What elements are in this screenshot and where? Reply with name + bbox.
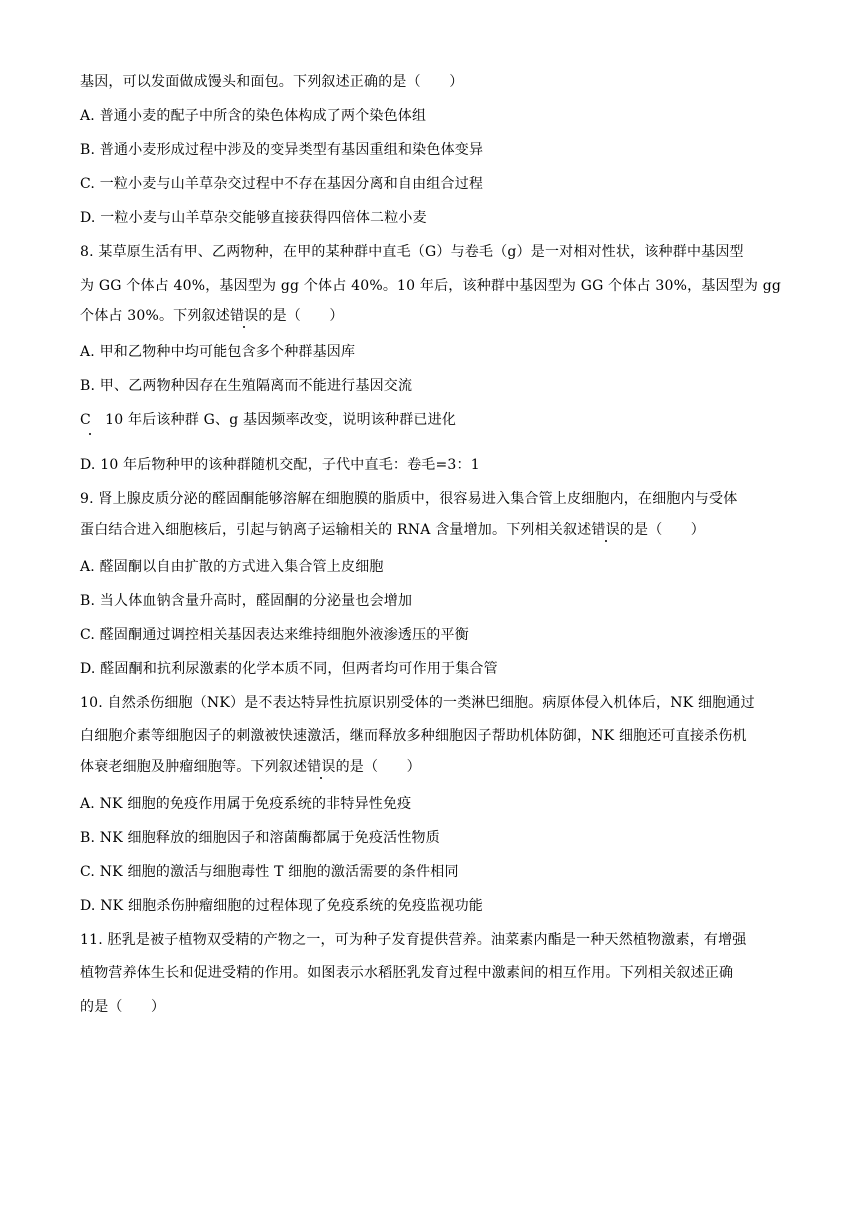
q9-option-a: A. 醛固酮以自由扩散的方式进入集合管上皮细胞 bbox=[80, 559, 384, 575]
q9-option-b: B. 当人体血钠含量升高时，醛固酮的分泌量也会增加 bbox=[80, 593, 413, 609]
q10-option-a: A. NK 细胞的免疫作用属于免疫系统的非特异性免疫 bbox=[80, 796, 412, 812]
q10-emphasis-wrong: 错误 bbox=[307, 759, 336, 775]
q9-stem-end: 的是（ ） bbox=[619, 522, 706, 538]
q7-stem-tail: 基因，可以发面做成馒头和面包。下列叙述正确的是（ ） bbox=[80, 74, 464, 90]
q7-option-a: A. 普通小麦的配子中所含的染色体构成了两个染色体组 bbox=[80, 108, 427, 124]
q10-stem-end: 的是（ ） bbox=[335, 759, 421, 775]
q8-emphasis-wrong: 错误 bbox=[229, 308, 259, 324]
q10-option-c: C. NK 细胞的激活与细胞毒性 T 细胞的激活需要的条件相同 bbox=[80, 864, 459, 880]
q11-stem-line-1: 11. 胚乳是被子植物双受精的产物之一，可为种子发育提供营养。油菜素内酯是一种天然植物激素，有增强 bbox=[80, 932, 747, 948]
q10-stem-line-3 bbox=[80, 757, 780, 777]
q10-stem-text: 体衰老细胞及肿瘤细胞等。下列叙述 bbox=[80, 759, 308, 775]
q8-option-c: C 10 年后该种群 G、g 基因频率改变，说明该种群已进化 bbox=[80, 412, 457, 428]
q9-stem-text: 蛋白结合进入细胞核后，引起与钠离子运输相关的 RNA 含量增加。下列相关叙述 bbox=[80, 522, 592, 538]
option-c-dot-mark bbox=[89, 433, 91, 435]
q8-stem-line-1: 8. 某草原生活有甲、乙两物种，在甲的某种群中直毛（G）与卷毛（g）是一对相对性状，该种群中基因型 bbox=[80, 244, 744, 260]
q8-stem-line-3 bbox=[80, 306, 780, 326]
q9-emphasis-wrong: 错误 bbox=[591, 522, 620, 538]
q10-option-b: B. NK 细胞释放的细胞因子和溶菌酶都属于免疫活性物质 bbox=[80, 830, 440, 846]
q10-stem-line-2: 白细胞介素等细胞因子的刺激被快速激活，继而释放多种细胞因子帮助机体防御，NK 细胞还可直接杀伤机 bbox=[80, 728, 747, 744]
q8-stem-line-2: 为 GG 个体占 40%，基因型为 gg 个体占 40%。10 年后，该种群中基因型为 GG 个体占 30%，基因型为 gg bbox=[80, 278, 782, 294]
q7-option-c: C. 一粒小麦与山羊草杂交过程中不存在基因分离和自由组合过程 bbox=[80, 176, 484, 192]
q10-stem-line-1: 10. 自然杀伤细胞（NK）是不表达特异性抗原识别受体的一类淋巴细胞。病原体侵入机体后，NK 细胞通过 bbox=[80, 695, 755, 711]
q7-option-b: B. 普通小麦形成过程中涉及的变异类型有基因重组和染色体变异 bbox=[80, 142, 484, 158]
q8-stem-text: 个体占 30%。下列叙述 bbox=[80, 308, 230, 324]
q9-option-d: D. 醛固酮和抗利尿激素的化学本质不同，但两者均可作用于集合管 bbox=[80, 661, 498, 677]
q8-option-a: A. 甲和乙物种中均可能包含多个种群基因库 bbox=[80, 344, 356, 360]
q11-stem-line-3: 的是（ ） bbox=[80, 999, 166, 1015]
q9-stem-line-1: 9. 肾上腺皮质分泌的醛固酮能够溶解在细胞膜的脂质中，很容易进入集合管上皮细胞内，在细胞内与受体 bbox=[80, 491, 738, 507]
q11-stem-line-2: 植物营养体生长和促进受精的作用。如图表示水稻胚乳发育过程中激素间的相互作用。下列相关叙述正确 bbox=[80, 965, 734, 981]
q10-option-d: D. NK 细胞杀伤肿瘤细胞的过程体现了免疫系统的免疫监视功能 bbox=[80, 898, 483, 914]
q8-option-d: D. 10 年后物种甲的该种群随机交配，子代中直毛：卷毛=3：1 bbox=[80, 457, 480, 473]
q8-stem-end: 的是（ ） bbox=[258, 308, 344, 324]
q9-stem-line-2 bbox=[80, 520, 780, 540]
q8-option-b: B. 甲、乙两物种因存在生殖隔离而不能进行基因交流 bbox=[80, 378, 413, 394]
q7-option-d: D. 一粒小麦与山羊草杂交能够直接获得四倍体二粒小麦 bbox=[80, 210, 427, 226]
q9-option-c: C. 醛固酮通过调控相关基因表达来维持细胞外液渗透压的平衡 bbox=[80, 627, 469, 643]
